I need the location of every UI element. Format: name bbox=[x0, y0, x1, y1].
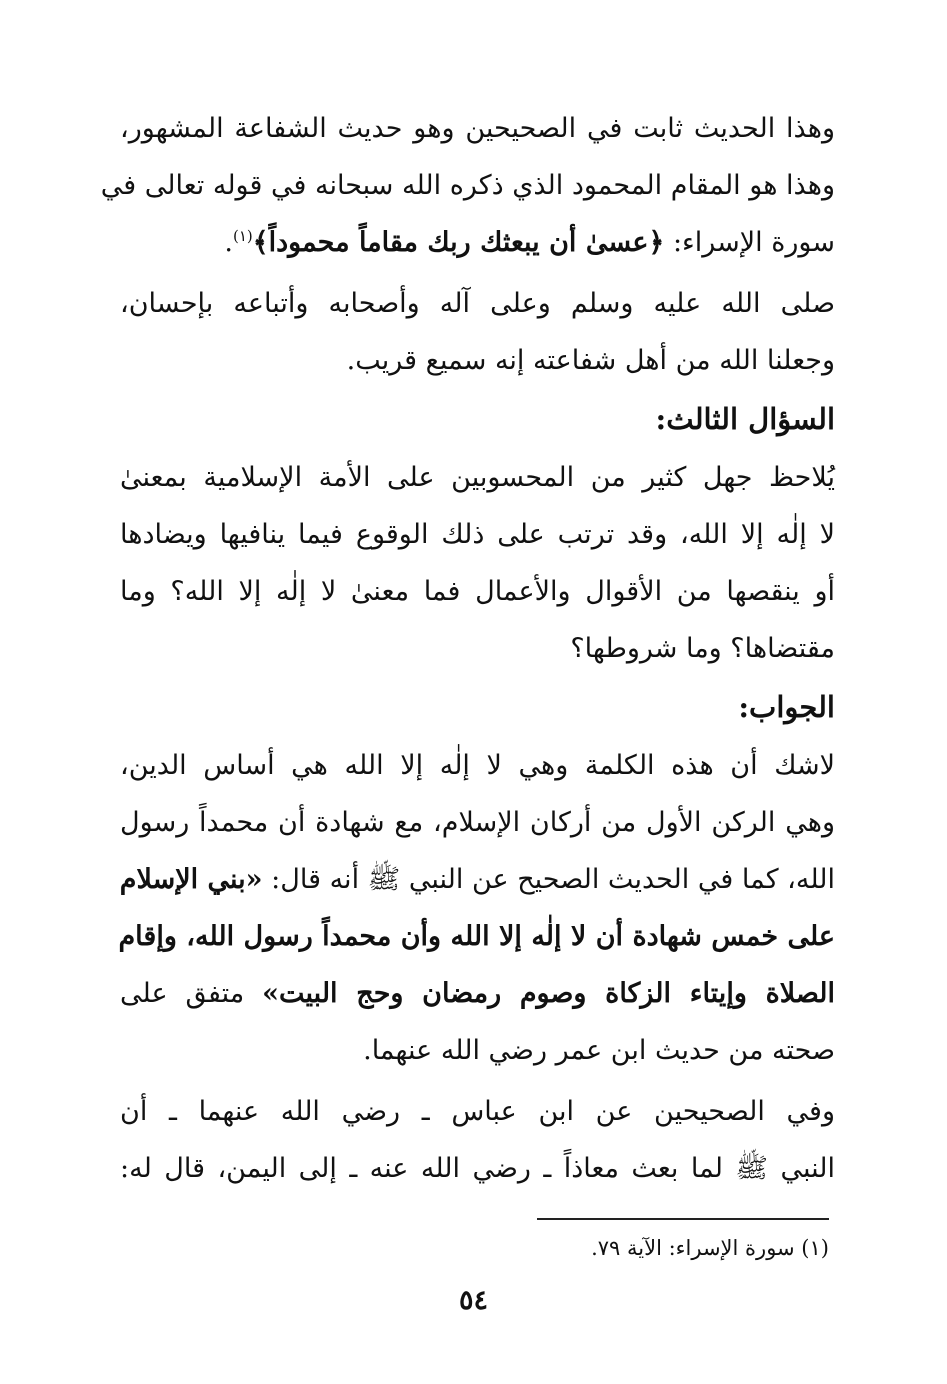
text-segment: الله، كما في الحديث الصحيح عن النبي ﷺ أنه قال: bbox=[262, 864, 835, 895]
footnote-reference: (١) bbox=[232, 227, 253, 245]
text-line bbox=[120, 965, 835, 1022]
text-line: وهذا الحديث ثابت في الصحيحين وهو حديث الشفاعة المشهور، bbox=[120, 113, 835, 144]
footnote: (١) سورة الإسراء: الآية ٧٩. bbox=[591, 1236, 829, 1260]
text-line: لا إلٰه إلا الله، وقد ترتب على ذلك الوقوع فيما ينافيها ويضادها bbox=[120, 519, 835, 550]
hadith-quote: «بني الإسلام bbox=[119, 864, 263, 895]
text-line: لاشك أن هذه الكلمة وهي لا إلٰه إلا الله هي أساس الدين، bbox=[120, 750, 835, 781]
text-segment: متفق على bbox=[120, 978, 263, 1009]
text-segment: . bbox=[224, 227, 233, 258]
text-line: وهذا هو المقام المحمود الذي ذكره الله سبحانه في قوله تعالى في bbox=[100, 170, 835, 201]
text-line: أو ينقصها من الأقوال والأعمال فما معنىٰ لا إلٰه إلا الله؟ وما bbox=[120, 576, 835, 607]
answer-heading: الجواب: bbox=[738, 690, 835, 724]
question-heading: السؤال الثالث: bbox=[655, 402, 835, 436]
paragraph-answer bbox=[120, 737, 835, 1079]
paragraph-salutation bbox=[120, 275, 835, 389]
text-segment: سورة الإسراء: bbox=[664, 227, 835, 258]
page-body bbox=[100, 100, 835, 1197]
paragraph-hadith-intro bbox=[100, 100, 835, 271]
text-line: يُلاحظ جهل كثير من المحسوبين على الأمة الإسلامية بمعنىٰ bbox=[120, 462, 835, 493]
text-line: صلى الله عليه وسلم وعلى آله وأصحابه وأتباعه بإحسان، bbox=[120, 288, 835, 319]
text-line bbox=[120, 851, 835, 908]
page-number: ٥٤ bbox=[458, 1285, 488, 1316]
quran-verse: ﴿عسىٰ أن يبعثك ربك مقاماً محموداً﴾ bbox=[252, 227, 665, 258]
text-line: وفي الصحيحين عن ابن عباس ـ رضي الله عنهما ـ أن bbox=[120, 1096, 835, 1127]
hadith-quote: على خمس شهادة أن لا إلٰه إلا الله وأن محمداً رسول الله، وإقام bbox=[118, 921, 835, 952]
text-line: صحته من حديث ابن عمر رضي الله عنهما. bbox=[363, 1035, 835, 1066]
paragraph-question bbox=[120, 449, 835, 677]
text-line: النبي ﷺ لما بعث معاذاً ـ رضي الله عنه ـ إلى اليمن، قال له: bbox=[120, 1153, 835, 1184]
hadith-quote: الصلاة وإيتاء الزكاة وصوم رمضان وحج البيت» bbox=[262, 978, 835, 1009]
paragraph-muadh bbox=[120, 1083, 835, 1197]
text-line: وهي الركن الأول من أركان الإسلام، مع شهادة أن محمداً رسول bbox=[120, 807, 835, 838]
text-line: وجعلنا الله من أهل شفاعته إنه سميع قريب. bbox=[346, 345, 835, 376]
text-line: مقتضاها؟ وما شروطها؟ bbox=[570, 633, 835, 664]
text-line bbox=[120, 214, 835, 271]
footnote-divider bbox=[537, 1218, 829, 1220]
